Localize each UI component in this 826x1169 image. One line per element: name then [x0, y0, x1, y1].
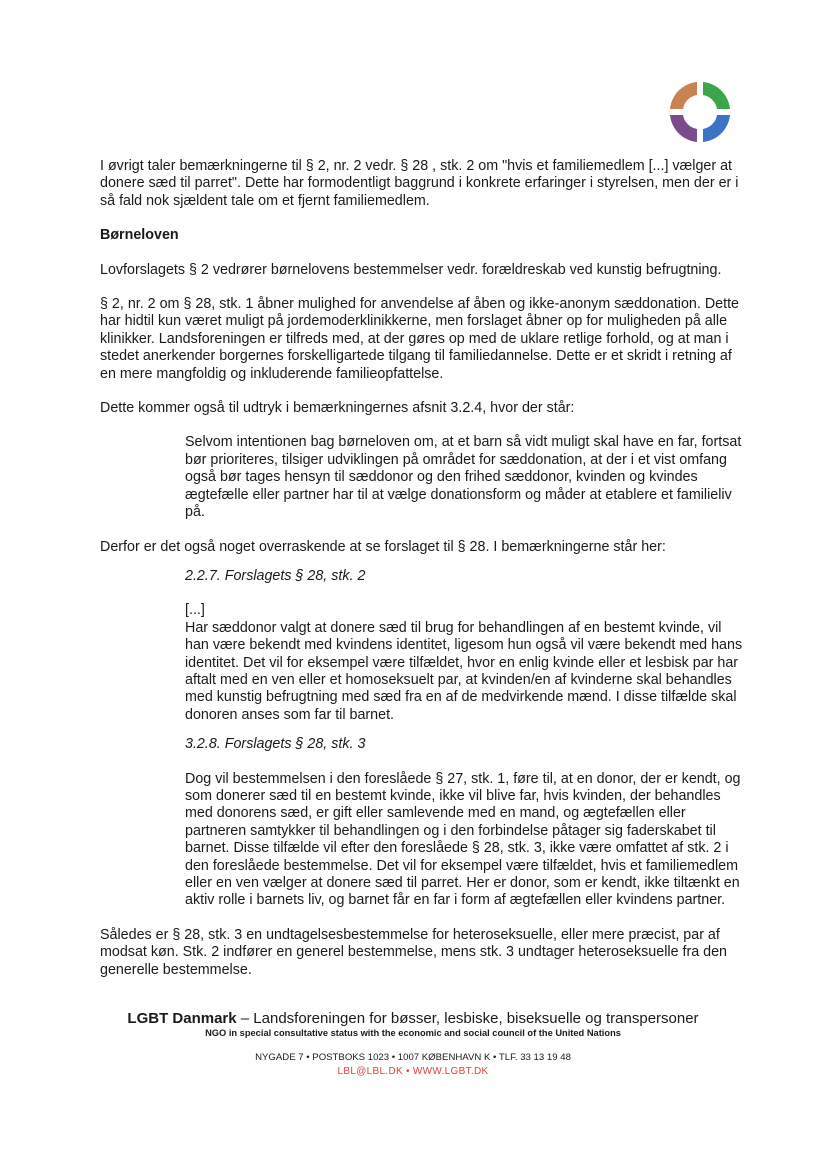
footer-org-tagline: – Landsforeningen for bøsser, lesbiske, biseksuelle og transpersoner: [236, 1010, 699, 1027]
paragraph-section-2: § 2, nr. 2 om § 28, stk. 1 åbner mulighed for anvendelse af åben og ikke-anonym sæddonation. Dette har hidtil kun været muligt på jordemoderklinikkerne, men forslaget åbner op for muligheden på alle klinikker. Landsforeningen er tilfreds med, at der gøres op med de uklare retlige forhold, og at man i stedet anerkender borgernes forskelligartede tilgang til familiedannelse. Dette er et skridt i retning af en mere mangfoldig og inkluderende familieopfattelse.: [100, 296, 739, 382]
quote-ellipsis: [...]: [185, 602, 205, 619]
blockquote-donor-identity: Har sæddonor valgt at donere sæd til brug for behandlingen af en bestemt kvinde, vil han være bekendt med kvindens identitet, ligesom hun også vil være bekendt med hans identitet. Det vil for eksempel være tilfældet, hvor en enlig kvinde eller et lesbisk par har aftalt med en ven eller et homoseksuelt par, at kvinden/en af kvinderne skal behandles med kunstig befrugtning med sæd fra en af de medvirkende mænd. I disse tilfælde skal donoren anses som far til barnet.: [185, 619, 743, 723]
footer-contact-links: [0, 1066, 826, 1077]
paragraph-conclusion: Således er § 28, stk. 3 en undtagelsesbestemmelse for heteroseksuelle, eller mere præcist, par af modsat køn. Stk. 2 indfører en generel bestemmelse, mens stk. 3 undtager heteroseksuelle fra den generelle bestemmelse.: [100, 926, 727, 978]
paragraph-family-member: I øvrigt taler bemærkningerne til § 2, nr. 2 vedr. § 28 , stk. 2 om "hvis et familiemedlem [...] vælger at donere sæd til parret". Dette har formodentligt baggrund i konkrete erfaringer i styrelsen, men der er i så fald nok sjældent tale om et fjernt familiemedlem.: [100, 158, 739, 209]
organization-logo: [667, 79, 733, 145]
quote-heading-328: 3.2.8. Forslagets § 28, stk. 3: [185, 736, 366, 753]
logo-segment-purple: [670, 115, 697, 142]
logo-segment-orange: [670, 82, 697, 109]
paragraph-lovforslag: Lovforslagets § 2 vedrører børnelovens bestemmelser vedr. forældreskab ved kunstig befrugtning.: [100, 261, 722, 278]
footer-address: NYGADE 7 • POSTBOKS 1023 • 1007 KØBENHAVN K • TLF. 33 13 19 48: [255, 1052, 571, 1063]
blockquote-intention: Selvom intentionen bag børneloven om, at et barn så vidt muligt skal have en far, fortsat bør prioriteres, tilsiger udviklingen på området for sæddonation, at der i et vist omfang også bør tages hensyn til sæddonor og den frihed sæddonor, kvinden og kvindes ægtefælle eller partner har til at vælge donationsform og måder at etablere et familieliv på.: [185, 434, 742, 521]
footer-link-separator: •: [402, 1066, 413, 1077]
letter-body: [100, 158, 743, 979]
footer-website-link[interactable]: WWW.LGBT.DK: [412, 1066, 489, 1077]
ring-logo-icon: [667, 79, 733, 145]
footer-org-name: LGBT Danmark: [127, 1010, 237, 1027]
logo-segment-blue: [703, 115, 730, 142]
quote-heading-227: 2.2.7. Forslagets § 28, stk. 2: [185, 567, 366, 584]
footer-email-link[interactable]: LBL@LBL.DK: [337, 1066, 403, 1077]
section-heading-borneloven: Børneloven: [100, 227, 179, 244]
paragraph-section-324-intro: Dette kommer også til udtryk i bemærkningernes afsnit 3.2.4, hvor der står:: [100, 400, 575, 417]
logo-segment-green: [703, 82, 730, 109]
paragraph-surprise: Derfor er det også noget overraskende at se forslaget til § 28. I bemærkningerne står her:: [100, 538, 666, 555]
footer-organization: [0, 1010, 826, 1027]
footer-ngo-status: NGO in special consultative status with the economic and social council of the United Nations: [205, 1028, 621, 1038]
blockquote-known-donor: Dog vil bestemmelsen i den foreslåede § 27, stk. 1, føre til, at en donor, der er kendt, og som donerer sæd til en bestemt kvinde, ikke vil blive far, hvis kvinden, der behandles med donorens sæd, er gift eller samlevende med en mand, og ægtefællen eller partneren samtykker til behandlingen og i den forbindelse påtager sig faderskabet til barnet. Disse tilfælde vil efter den foreslåede § 28, stk. 3, ikke være omfattet af stk. 2 i den foreslåede bestemmelse. Det vil for eksempel være tilfældet, hvis et familiemedlem eller en ven vælger at donere sæd til parret. Her er donor, som er kendt, ikke tiltænkt en aktiv rolle i barnets liv, og barnet får en far i form af ægtefællen eller kvindens partner.: [185, 770, 741, 909]
